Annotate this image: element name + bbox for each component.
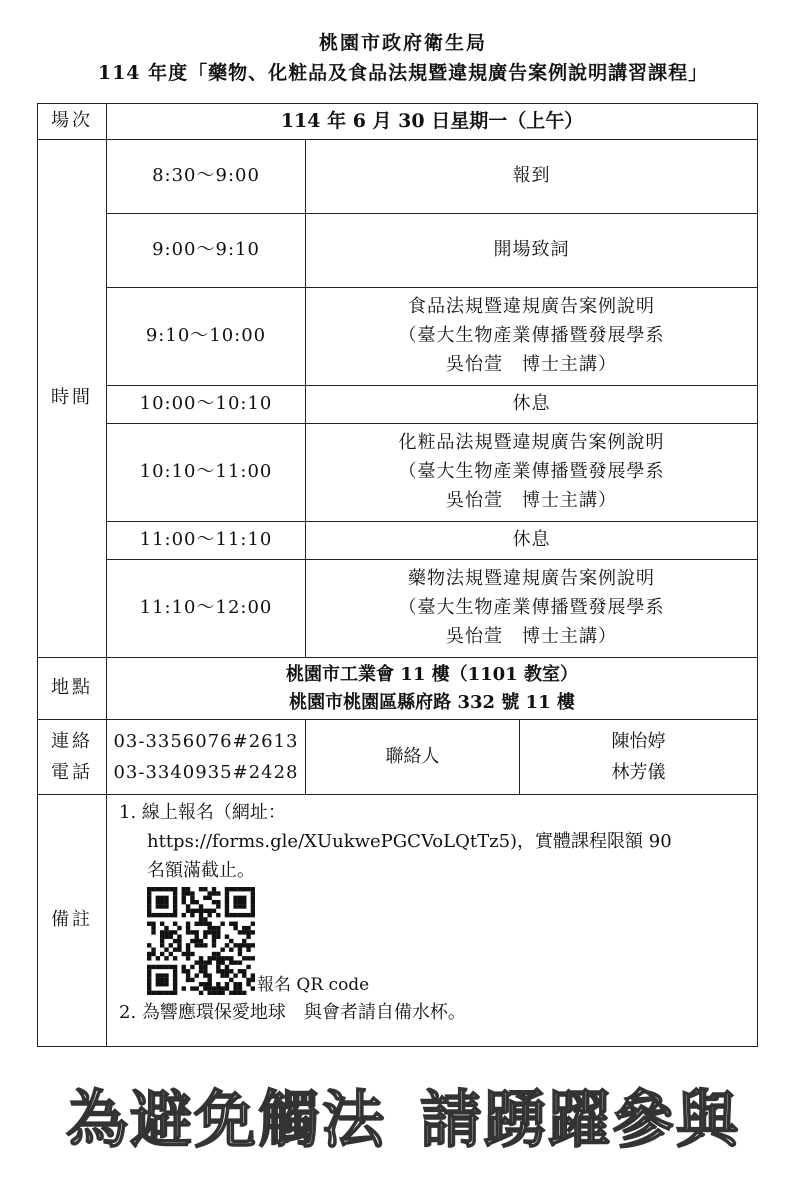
registration-url[interactable]: https://forms.gle/XUukwePGCVoLQtTz5)，實體課程限額 90: [147, 830, 672, 852]
schedule-row: [38, 214, 758, 288]
schedule-item-detail: 吳怡萱 博士主講）: [446, 353, 618, 375]
schedule-item: [306, 522, 758, 560]
schedule-time: 9:10～10:00: [107, 288, 306, 386]
schedule-time: 10:10～11:00: [107, 424, 306, 522]
slogan-part-1: 為避免觸法: [65, 1083, 386, 1156]
contact-person-1: 陳怡婷: [611, 730, 666, 752]
course-info-table: [37, 103, 758, 1047]
schedule-row: [38, 560, 758, 658]
schedule-item-detail: （臺大生物產業傳播暨發展學系: [398, 325, 665, 347]
session-row: [38, 104, 758, 140]
location-address: 桃園市桃園區縣府路 332 號 11 樓: [289, 691, 575, 713]
schedule-item: [306, 288, 758, 386]
session-date: 114 年 6 月 30 日星期一（上午）: [107, 104, 758, 140]
registration-qr-code[interactable]: [147, 887, 255, 995]
schedule-item-title: 化粧品法規暨違規廣告案例說明: [398, 432, 665, 454]
slogan-part-2: 請踴躍參與: [420, 1083, 741, 1156]
contact-person-2: 林芳儀: [611, 762, 666, 783]
water-cup-note: 2. 為響應環保愛地球 與會者請自備水杯。: [119, 1002, 466, 1024]
agency-title: 桃園市政府衛生局: [318, 32, 487, 54]
registration-note: 1. 線上報名（網址：: [119, 802, 286, 823]
location-row: [38, 658, 758, 720]
schedule-item-title: 開場致詞: [493, 239, 570, 261]
schedule-item-title: 休息: [512, 529, 551, 551]
course-title: 114 年度「藥物、化粧品及食品法規暨違規廣告案例說明講習課程」: [97, 62, 709, 84]
contact-person-label: 聯絡人: [306, 720, 520, 795]
schedule-item-detail: （臺大生物產業傳播暨發展學系: [398, 461, 665, 483]
contact-label-2: 電話: [51, 762, 93, 783]
schedule-item: [306, 386, 758, 424]
schedule-item-title: 藥物法規暨違規廣告案例說明: [408, 568, 656, 590]
schedule-item: [306, 214, 758, 288]
schedule-time: 8:30～9:00: [107, 140, 306, 214]
session-label: 場次: [38, 104, 107, 140]
schedule-item: [306, 560, 758, 658]
contact-label-1: 連絡: [51, 730, 93, 752]
schedule-item-detail: （臺大生物產業傳播暨發展學系: [398, 597, 665, 619]
schedule-time: 9:00～9:10: [107, 214, 306, 288]
schedule-item-title: 休息: [512, 393, 551, 415]
schedule-row: [38, 140, 758, 214]
location-label: 地點: [38, 658, 107, 720]
schedule-row: [38, 288, 758, 386]
schedule-item-detail: 吳怡萱 博士主講）: [446, 489, 618, 511]
schedule-time: 11:00～11:10: [107, 522, 306, 560]
schedule-row: [38, 386, 758, 424]
schedule-item-title: 食品法規暨違規廣告案例說明: [408, 296, 656, 318]
notes-label: 備註: [38, 795, 107, 1047]
schedule-label: 時間: [38, 140, 107, 658]
schedule-item-detail: 吳怡萱 博士主講）: [446, 625, 618, 647]
slogan-banner: [0, 1070, 806, 1159]
registration-limit-note: 名額滿截止。: [147, 859, 255, 881]
notes-row: [38, 795, 758, 1047]
contact-phone-1: 03-3356076#2613: [113, 730, 299, 752]
contact-row: [38, 720, 758, 795]
schedule-time: 10:00～10:10: [107, 386, 306, 424]
schedule-time: 11:10～12:00: [107, 560, 306, 658]
location-venue: 桃園市工業會 11 樓（1101 教室）: [286, 663, 578, 685]
schedule-item: [306, 140, 758, 214]
contact-phone-2: 03-3340935#2428: [113, 762, 299, 783]
schedule-item-title: 報到: [512, 165, 551, 187]
schedule-row: [38, 522, 758, 560]
schedule-item: [306, 424, 758, 522]
qr-caption: 報名 QR code: [257, 975, 370, 995]
schedule-row: [38, 424, 758, 522]
